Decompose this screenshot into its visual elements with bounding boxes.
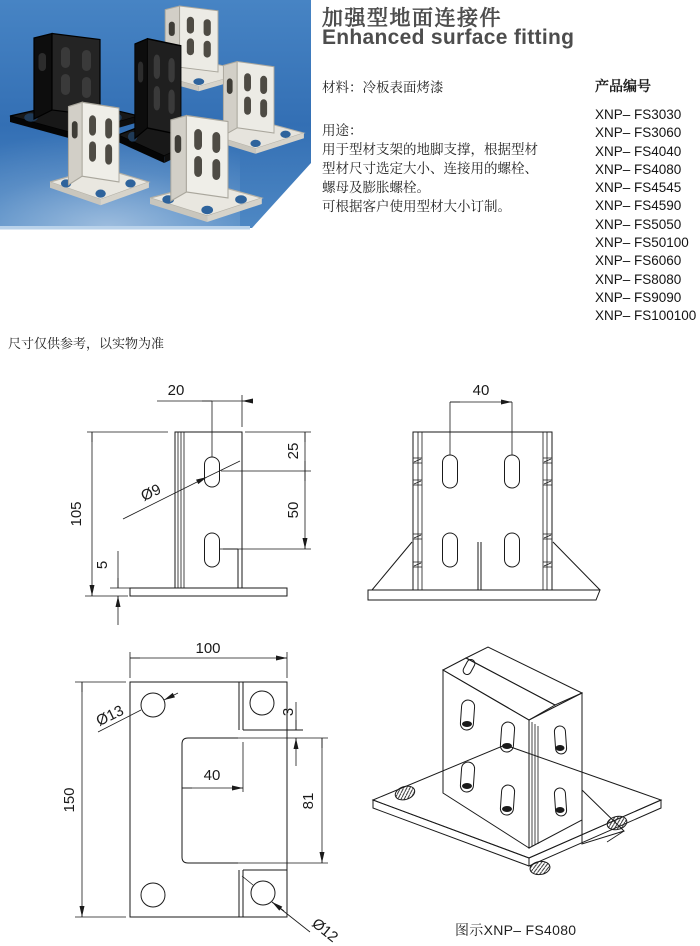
usage-line: 用于型材支架的地脚支撑，根据型材: [322, 142, 538, 157]
product-code: XNP– FS100100: [595, 308, 697, 324]
dim-depth: 81: [300, 792, 317, 810]
product-codes-title: 产品编号: [595, 78, 651, 94]
drawing-isometric-view: [365, 640, 700, 910]
product-code-list: [595, 106, 696, 326]
dim-inner-width: 40: [203, 767, 221, 784]
dim-height: 105: [68, 501, 85, 527]
page-title-en: Enhanced surface fitting: [322, 26, 575, 49]
drawing-top-view: [60, 640, 360, 946]
drawing-side-view: [55, 355, 335, 640]
product-code: XNP– FS3060: [595, 125, 682, 141]
product-code: XNP– FS5050: [595, 216, 682, 232]
product-photo: [0, 0, 311, 231]
page-title-zh: 加强型地面连接件: [322, 7, 502, 30]
usage-block: [322, 121, 538, 216]
usage-line: 可根据客户使用型材大小订制。: [322, 199, 511, 214]
product-code: XNP– FS9090: [595, 289, 682, 305]
product-code: XNP– FS4545: [595, 180, 682, 196]
dim-plate-thickness: 5: [94, 560, 111, 570]
material-line: 材料：冷板表面烤漆: [322, 80, 444, 95]
product-code: XNP– FS50100: [595, 235, 689, 251]
photo-floor-edge: [0, 226, 250, 230]
label-slot-dia: Ø9: [138, 480, 164, 505]
product-code: XNP– FS4040: [595, 143, 682, 159]
product-code: XNP– FS8080: [595, 271, 682, 287]
drawing-front-view: [365, 368, 610, 610]
product-code: XNP– FS6060: [595, 253, 682, 269]
usage-line: 型材尺寸选定大小、连接用的螺栓、: [322, 161, 538, 176]
iso-caption: 图示XNP– FS4080: [455, 922, 577, 938]
usage-title: 用途：: [322, 123, 363, 138]
product-code: XNP– FS4590: [595, 198, 682, 214]
dim-height: 150: [61, 787, 78, 813]
dim-top-width: 20: [167, 382, 185, 399]
label-bottom-hole: Ø12: [308, 914, 342, 946]
dim-slot-pitch: 50: [285, 501, 302, 519]
dim-slot-spacing: 40: [472, 382, 490, 399]
product-code: XNP– FS4080: [595, 161, 682, 177]
usage-line: 螺母及膨胀螺栓。: [322, 180, 430, 195]
dim-slot-offset: 25: [285, 442, 302, 460]
dim-gap: 3: [280, 707, 297, 717]
disclaimer-note: 尺寸仅供参考，以实物为准: [8, 336, 165, 351]
product-code: XNP– FS3030: [595, 107, 682, 122]
label-corner-hole: Ø13: [93, 702, 127, 730]
dim-width: 100: [195, 640, 221, 657]
